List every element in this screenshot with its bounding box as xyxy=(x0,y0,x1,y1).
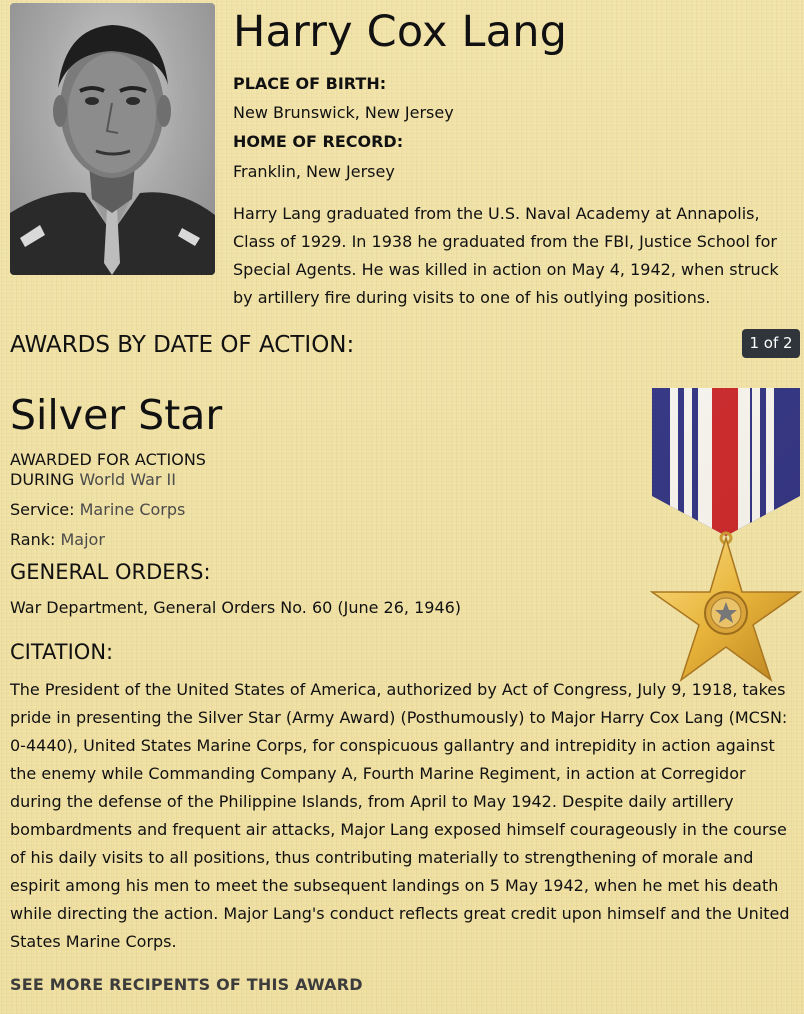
awards-heading: AWARDS BY DATE OF ACTION: xyxy=(10,332,355,358)
rank-line xyxy=(10,529,105,550)
place-of-birth-label: PLACE OF BIRTH: xyxy=(233,74,387,93)
war-link[interactable]: World War II xyxy=(79,470,176,489)
service-label: Service: xyxy=(10,500,75,519)
citation-text: The President of the United States of America, authorized by Act of Congress, July 9, 1918, takes pride in presenting the Silver Star (Army Award) (Posthumously) to Major Harry Cox Lang (MCSN: 0-4440), United States Marine Corps, for conspicuous gallantry and intrepidity in action against the enemy while Commanding Company A, Fourth Marine Regiment, in action at Corregidor during the defense of the Philippine Islands, from April to May 1942. Despite daily artillery bombardments and frequent air attacks, Major Lang exposed himself courageously in the course of his daily visits to all positions, thus contributing materially to strengthening of morale and espirit among his men to meet the subsequent landings on 5 May 1942, when he met his death while directing the action. Major Lang's conduct reflects great credit upon himself and the United States Marine Corps. xyxy=(10,680,790,951)
rank-link[interactable]: Major xyxy=(60,530,105,549)
general-orders-heading: GENERAL ORDERS: xyxy=(10,560,211,584)
home-of-record-label: HOME OF RECORD: xyxy=(233,132,404,151)
general-orders-text: War Department, General Orders No. 60 (June 26, 1946) xyxy=(10,598,462,617)
recipient-bio: Harry Lang graduated from the U.S. Naval Academy at Annapolis, Class of 1929. In 1938 he graduated from the FBI, Justice School for Special Agents. He was killed in action on May 4, 1942, when struck by artillery fire during visits to one of his outlying positions. xyxy=(233,204,779,307)
place-of-birth-value: New Brunswick, New Jersey xyxy=(233,103,454,122)
service-line xyxy=(10,499,185,520)
service-link[interactable]: Marine Corps xyxy=(79,500,186,519)
see-more-recipients-link[interactable]: SEE MORE RECIPENTS OF THIS AWARD xyxy=(10,975,363,994)
citation-heading: CITATION: xyxy=(10,640,114,664)
awarded-during-line xyxy=(10,469,176,490)
silver-star-medal-image xyxy=(650,386,802,682)
rank-label: Rank: xyxy=(10,530,56,549)
awarded-for-label: AWARDED FOR ACTIONS xyxy=(10,450,206,469)
recipient-name: Harry Cox Lang xyxy=(233,7,568,57)
home-of-record-value: Franklin, New Jersey xyxy=(233,162,395,181)
during-label: DURING xyxy=(10,470,75,489)
recipient-photo xyxy=(10,3,215,275)
award-title: Silver Star xyxy=(10,391,223,439)
award-pager-badge: 1 of 2 xyxy=(742,329,800,358)
